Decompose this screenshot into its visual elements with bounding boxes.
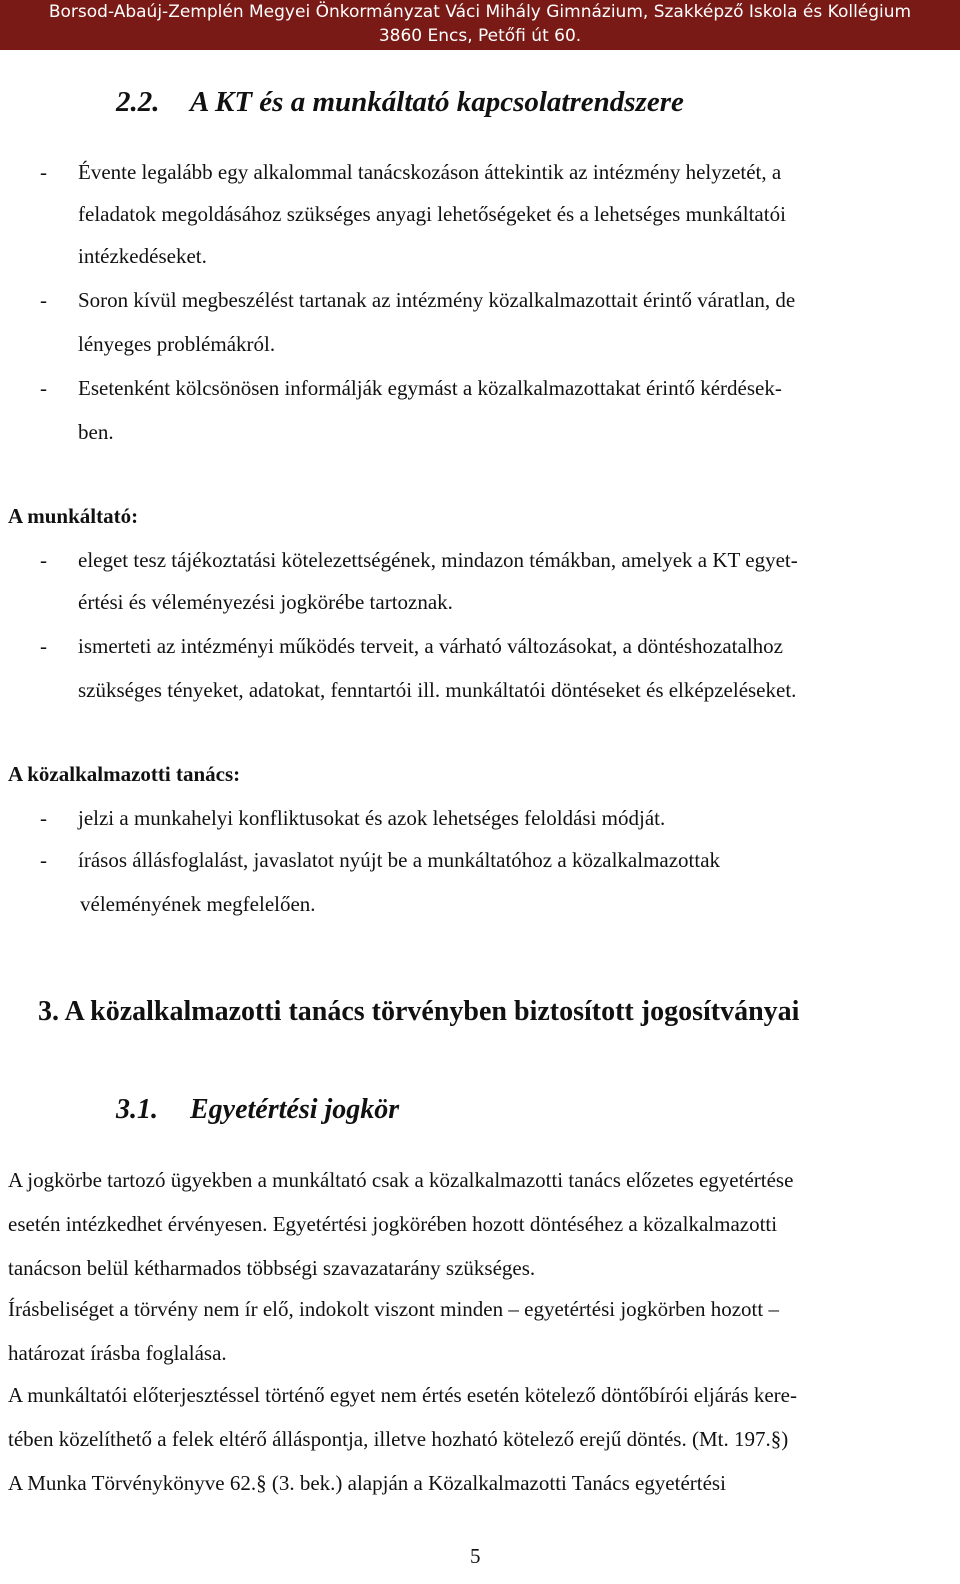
list-item-line: Évente legalább egy alkalommal tanácskozáson áttekintik az intézmény helyzetét, a	[78, 160, 782, 184]
section-number: 2.2.	[116, 86, 160, 118]
paragraph-3	[8, 1373, 797, 1505]
list-dash: -	[40, 376, 47, 400]
employer-heading: A munkáltató:	[8, 504, 139, 528]
list-dash: -	[40, 160, 47, 184]
list-item-line: intézkedéseket.	[78, 244, 207, 268]
list-item-line: feladatok megoldásához szükséges anyagi lehetőségeket és a lehetséges munkáltatói	[78, 202, 786, 226]
list-dash: -	[40, 288, 47, 312]
paragraph-line: Írásbeliséget a törvény nem ír elő, indokolt viszont minden – egyetértési jogkörben hozott –	[8, 1297, 779, 1321]
list-dash: -	[40, 634, 47, 658]
section-2-2-heading	[116, 86, 684, 119]
list-item-line: véleményének megfelelően.	[80, 892, 316, 916]
list-item-line: Esetenként kölcsönösen informálják egymást a közalkalmazottakat érintő kérdések-	[78, 376, 782, 400]
section-title: A közalkalmazotti tanács törvényben biztosított jogosítványai	[64, 996, 800, 1027]
list-item-line: Soron kívül megbeszélést tartanak az intézmény közalkalmazottait érintő váratlan, de	[78, 288, 796, 312]
header-institution: Borsod-Abaúj-Zemplén Megyei Önkormányzat Váci Mihály Gimnázium, Szakképző Iskola és Kollégium	[48, 2, 912, 22]
paragraph-line: A jogkörbe tartozó ügyekben a munkáltató csak a közalkalmazotti tanács előzetes egyetértése	[8, 1168, 794, 1192]
council-heading: A közalkalmazotti tanács:	[8, 762, 241, 786]
paragraph-line: tében közelíthető a felek eltérő álláspontja, illetve hozható kötelező erejű döntés. (Mt. 197.§)	[8, 1427, 789, 1451]
paragraph-line: határozat írásba foglalása.	[8, 1341, 227, 1365]
list-item-line: szükséges tényeket, adatokat, fenntartói ill. munkáltatói döntéseket és elképzeléseket.	[78, 678, 797, 702]
paragraph-line: A munkáltatói előterjesztéssel történő egyet nem értés esetén kötelező döntőbírói eljárás kere-	[8, 1383, 797, 1407]
list-item-line: ben.	[78, 420, 114, 444]
list-dash: -	[40, 848, 47, 872]
paragraph-1	[8, 1158, 793, 1290]
page-header	[0, 0, 960, 50]
list-item-line: ismerteti az intézményi működés terveit, a várható változásokat, a döntéshozatalhoz	[78, 634, 783, 658]
section-number: 3.1.	[116, 1094, 158, 1125]
list-item-line: lényeges problémákról.	[78, 332, 276, 356]
list-item-line: eleget tesz tájékoztatási kötelezettségének, mindazon témákban, amelyek a KT egyet-	[78, 548, 798, 572]
section-3-1-heading	[116, 1094, 399, 1126]
paragraph-2	[8, 1287, 779, 1375]
section-number: 3.	[38, 996, 59, 1027]
list-dash: -	[40, 806, 47, 830]
page-number: 5	[470, 1544, 481, 1568]
paragraph-line: esetén intézkedhet érvényesen. Egyetértési jogkörében hozott döntéséhez a közalkalmazotti	[8, 1212, 778, 1236]
section-title: A KT és a munkáltató kapcsolatrendszere	[190, 86, 684, 118]
list-item-line: írásos állásfoglalást, javaslatot nyújt be a munkáltatóhoz a közalkalmazottak	[78, 848, 721, 872]
section-3-heading	[38, 996, 799, 1028]
section-title: Egyetértési jogkör	[190, 1094, 400, 1125]
list-item-line: értési és véleményezési jogkörébe tartoznak.	[78, 590, 453, 614]
list-dash: -	[40, 548, 47, 572]
paragraph-line: tanácson belül kétharmados többségi szavazatarány szükséges.	[8, 1256, 536, 1280]
header-address: 3860 Encs, Petőfi út 60.	[378, 26, 582, 46]
paragraph-line: A Munka Törvénykönyve 62.§ (3. bek.) alapján a Közalkalmazotti Tanács egyetértési	[8, 1471, 726, 1495]
list-item-line: jelzi a munkahelyi konfliktusokat és azok lehetséges feloldási módját.	[78, 806, 666, 830]
